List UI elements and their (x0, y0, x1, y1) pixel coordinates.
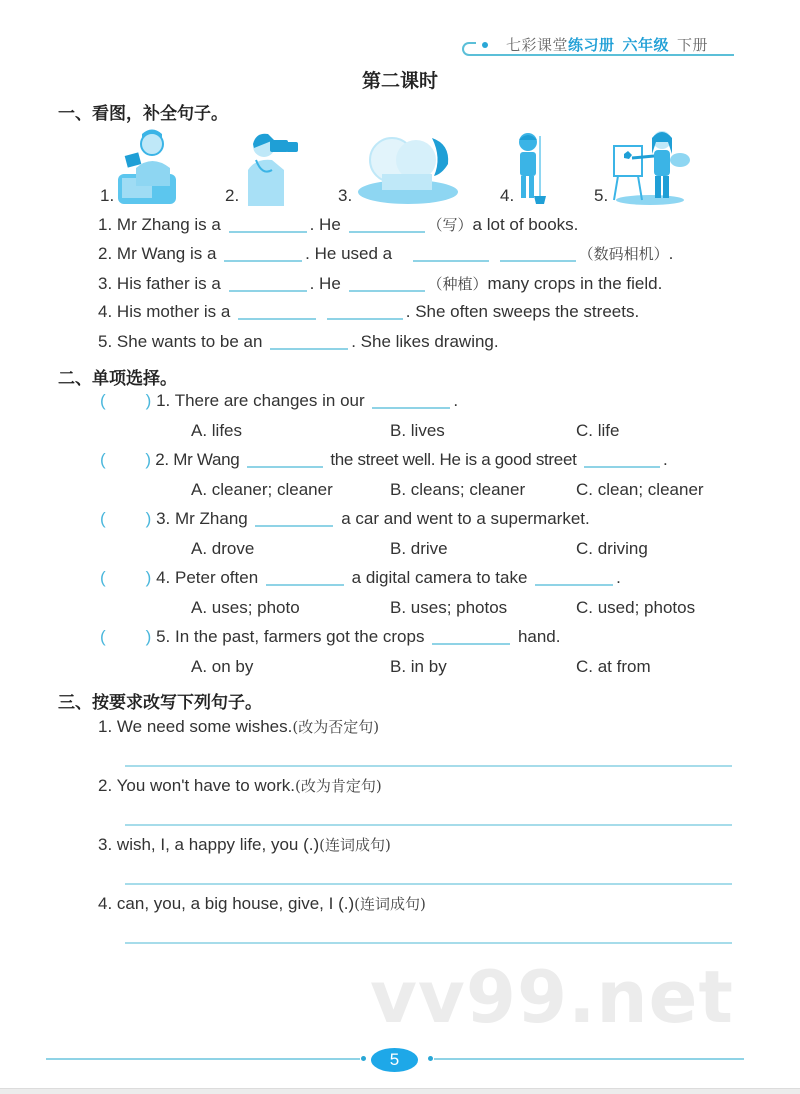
answer-blank[interactable] (327, 318, 403, 320)
option-c[interactable]: C. driving (576, 539, 648, 558)
footer-dot-icon (361, 1056, 366, 1061)
answer-bracket-open[interactable]: ( (100, 450, 106, 469)
street-cleaner-illustration (514, 130, 554, 206)
answer-bracket-close[interactable]: ) (145, 627, 152, 646)
series-accent: 练习册 (568, 37, 615, 54)
answer-bracket-open[interactable]: ( (100, 568, 106, 587)
artist-painting-illustration (610, 128, 694, 206)
section2-heading: 二、单项选择。 (58, 369, 177, 388)
answer-blank[interactable] (432, 643, 510, 645)
book-header (462, 34, 734, 58)
answer-writing-line[interactable] (125, 765, 732, 767)
picture-number: 3. (338, 186, 353, 205)
rewrite-item-4: 4. can, you, a big house, give, I (.)(连词成句) (98, 894, 426, 913)
lesson-title: 第二课时 (361, 71, 438, 92)
answer-blank[interactable] (229, 290, 307, 292)
answer-blank[interactable] (584, 466, 660, 468)
option-a[interactable]: A. uses; photo (191, 598, 300, 617)
answer-bracket-open[interactable]: ( (100, 391, 106, 410)
choice-question-1: ( ) 1. There are changes in our . (100, 391, 459, 410)
grade-label: 六年级 (622, 37, 670, 54)
picture-number: 5. (594, 186, 609, 205)
answer-blank[interactable] (372, 407, 450, 409)
option-b[interactable]: B. lives (390, 421, 445, 440)
answer-bracket-open[interactable]: ( (100, 627, 106, 646)
answer-bracket-close[interactable]: ) (145, 509, 152, 528)
fill-sentence-1: 1. Mr Zhang is a . He （写）a lot of books. (98, 215, 579, 234)
option-c[interactable]: C. at from (576, 657, 651, 676)
option-a[interactable]: A. lifes (191, 421, 243, 440)
option-c[interactable]: C. used; photos (576, 598, 696, 617)
section1-heading: 一、看图，补全句子。 (58, 104, 228, 123)
answer-blank[interactable] (247, 466, 323, 468)
picture-row (100, 128, 720, 208)
answer-blank[interactable] (413, 260, 489, 262)
answer-blank[interactable] (500, 260, 576, 262)
answer-bracket-close[interactable]: ) (145, 391, 152, 410)
fill-sentence-2: 2. Mr Wang is a . He used a （数码相机）. (98, 244, 674, 263)
volume-label: 下册 (677, 37, 709, 54)
answer-blank[interactable] (349, 231, 425, 233)
answer-blank[interactable] (224, 260, 302, 262)
choice-question-4: ( ) 4. Peter often a digital camera to take . (100, 568, 621, 587)
rewrite-item-3: 3. wish, I, a happy life, you (.)(连词成句) (98, 835, 391, 854)
answer-blank[interactable] (270, 348, 348, 350)
footer-line-left (46, 1058, 360, 1060)
answer-writing-line[interactable] (125, 883, 732, 885)
answer-blank[interactable] (266, 584, 344, 586)
answer-bracket-open[interactable]: ( (100, 509, 106, 528)
rewrite-item-2: 2. You won't have to work.(改为肯定句) (98, 776, 382, 795)
page-edge (0, 1088, 800, 1094)
fill-sentence-4: 4. His mother is a . She often sweeps the streets. (98, 302, 640, 321)
answer-blank[interactable] (535, 584, 613, 586)
option-b[interactable]: B. in by (390, 657, 447, 676)
footer-line-right (434, 1058, 744, 1060)
answer-blank[interactable] (229, 231, 307, 233)
option-b[interactable]: B. drive (390, 539, 448, 558)
option-b[interactable]: B. cleans; cleaner (390, 480, 526, 499)
fill-sentence-3: 3. His father is a . He （种植）many crops in the field. (98, 274, 663, 293)
farm-harvest-illustration (356, 130, 460, 206)
choice-question-3: ( ) 3. Mr Zhang a car and went to a supermarket. (100, 509, 590, 528)
book-title (506, 34, 708, 55)
page-number-badge: 5 (371, 1048, 418, 1072)
option-a[interactable]: A. drove (191, 539, 255, 558)
answer-blank[interactable] (255, 525, 333, 527)
header-curve-decoration (462, 42, 476, 56)
answer-blank[interactable] (349, 290, 425, 292)
footer-dot-icon (428, 1056, 433, 1061)
writer-at-laptop-illustration (116, 128, 178, 206)
picture-number: 2. (225, 186, 240, 205)
option-a[interactable]: A. cleaner; cleaner (191, 480, 333, 499)
answer-blank[interactable] (238, 318, 316, 320)
answer-bracket-close[interactable]: ) (145, 450, 151, 469)
section3-heading: 三、按要求改写下列句子。 (58, 693, 262, 712)
picture-number: 4. (500, 186, 515, 205)
rewrite-item-1: 1. We need some wishes.(改为否定句) (98, 717, 380, 736)
option-b[interactable]: B. uses; photos (390, 598, 508, 617)
choice-question-2: ( ) 2. Mr Wang the street well. He is a good street . (100, 450, 668, 469)
header-dot-icon (482, 42, 488, 48)
option-c[interactable]: C. clean; cleaner (576, 480, 704, 499)
answer-bracket-close[interactable]: ) (145, 568, 152, 587)
photographer-illustration (242, 130, 300, 206)
picture-number: 1. (100, 186, 115, 205)
fill-sentence-5: 5. She wants to be an . She likes drawing. (98, 332, 499, 351)
option-a[interactable]: A. on by (191, 657, 254, 676)
choice-question-5: ( ) 5. In the past, farmers got the crops hand. (100, 627, 561, 646)
answer-writing-line[interactable] (125, 824, 732, 826)
answer-writing-line[interactable] (125, 942, 732, 944)
series-prefix: 七彩课堂 (506, 37, 569, 54)
watermark: vv99.net (370, 955, 734, 1039)
option-c[interactable]: C. life (576, 421, 620, 440)
